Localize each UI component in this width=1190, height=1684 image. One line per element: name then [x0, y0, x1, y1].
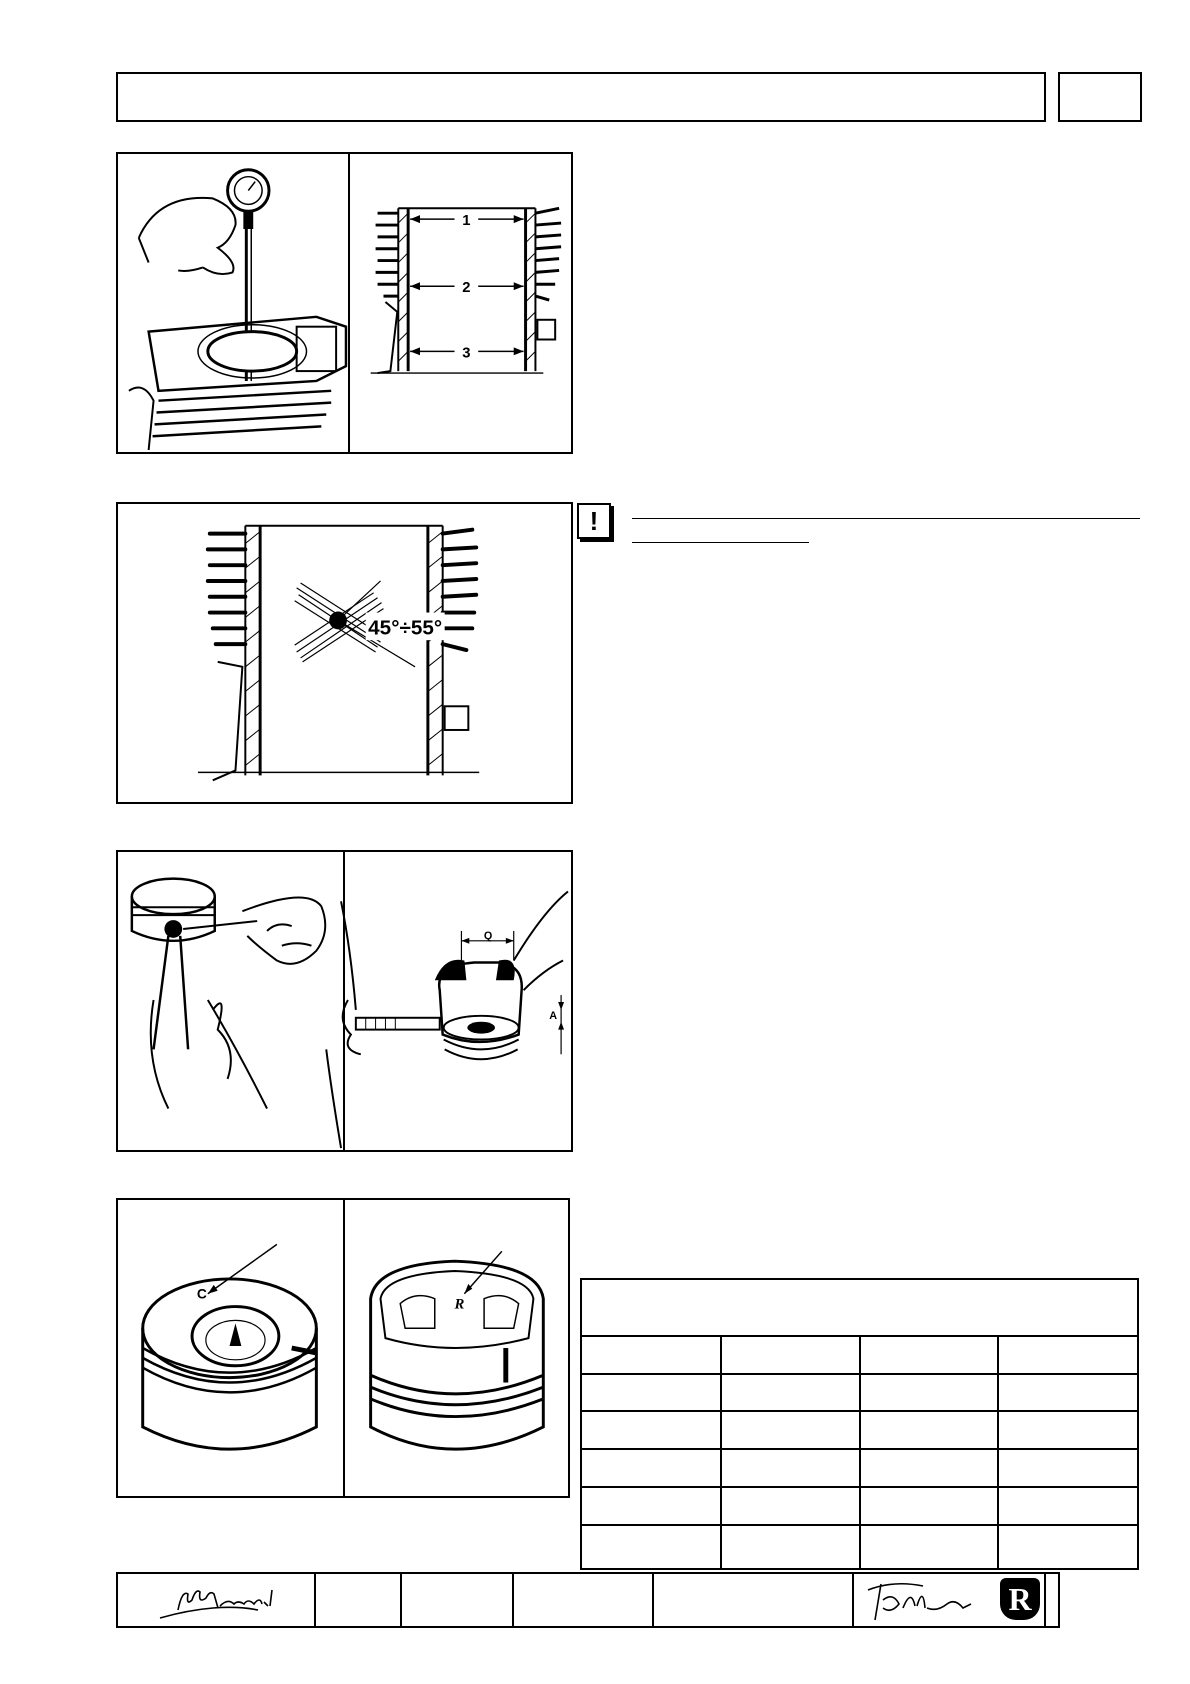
header-page-box [1058, 72, 1142, 122]
piston-label-q: Q [483, 929, 493, 942]
table-column-divider [859, 1335, 861, 1568]
cylinder-section-diagram [118, 154, 571, 452]
crosshatch-angle-label: 45°÷55° [368, 616, 443, 640]
exclamation-icon: ! [577, 503, 611, 539]
piston-micrometer-illustration [118, 852, 571, 1150]
heading-underline-long [632, 518, 1140, 519]
brand-logo-letter: R [1008, 1581, 1032, 1617]
table-column-divider [720, 1335, 722, 1568]
crosshatch-diagram [118, 504, 571, 802]
piston-mark-r: R [454, 1296, 465, 1313]
figure-piston-markings [116, 1198, 570, 1498]
signature-right [863, 1578, 983, 1622]
figure-piston-measurement [116, 850, 573, 1152]
figure-cylinder-measurement [116, 152, 573, 454]
piston-bottom-illustration [118, 1200, 568, 1496]
cylinder-label-3: 3 [462, 345, 471, 362]
cylinder-label-1: 1 [462, 213, 471, 230]
brand-logo [1000, 1578, 1040, 1620]
table-column-divider [997, 1335, 999, 1568]
header-title-box [116, 72, 1046, 122]
data-table [580, 1278, 1139, 1570]
cylinder-label-2: 2 [462, 280, 471, 297]
footer-bar [116, 1572, 1060, 1628]
heading-underline-short [632, 542, 809, 543]
figure-crosshatch-angle [116, 502, 573, 804]
piston-label-a: A [549, 1009, 558, 1022]
piston-mark-c: C [196, 1285, 207, 1302]
signature-left [158, 1580, 298, 1622]
